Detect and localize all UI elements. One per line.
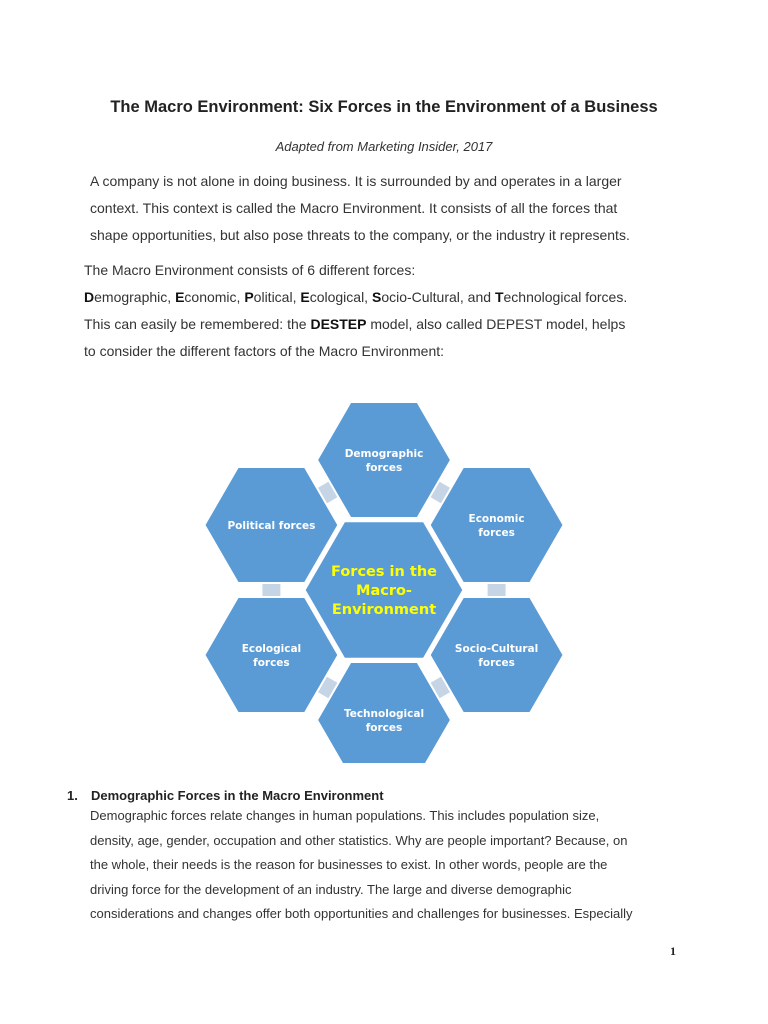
acronym-rest: olitical, bbox=[253, 289, 301, 305]
hex-economic-label: Economic bbox=[468, 512, 525, 525]
acronym-letter: T bbox=[494, 289, 504, 305]
acronym-rest: cological, bbox=[309, 289, 372, 305]
hex-economic-label: forces bbox=[478, 526, 515, 539]
section-paragraph bbox=[90, 804, 690, 927]
acronym-rest: emographic, bbox=[94, 289, 176, 305]
page-number: 1 bbox=[670, 944, 676, 958]
intro-line: context. This context is called the Macro Environment. It consists of all the forces that bbox=[90, 200, 618, 216]
forces-line: The Macro Environment consists of 6 different forces: bbox=[84, 262, 416, 278]
acronym-rest: conomic, bbox=[184, 289, 245, 305]
hex-socio-cultural-label: forces bbox=[478, 656, 515, 669]
forces-hexagon-diagram bbox=[195, 383, 575, 763]
section-line: density, age, gender, occupation and other statistics. Why are people important? Because, on bbox=[90, 832, 628, 848]
intro-paragraph bbox=[90, 168, 690, 249]
acronym-letter: D bbox=[84, 289, 95, 305]
intro-line: A company is not alone in doing business. It is surrounded by and operates in a larger bbox=[90, 173, 622, 189]
text-run: model, also called DEPEST model, helps bbox=[366, 316, 626, 332]
hex-demographic bbox=[317, 402, 451, 518]
hex-socio-cultural-label: Socio-Cultural bbox=[454, 642, 539, 655]
hex-ecological-label: forces bbox=[253, 656, 290, 669]
forces-line bbox=[84, 311, 704, 338]
section-line: considerations and changes offer both opportunities and challenges for businesses. Especially bbox=[90, 906, 633, 921]
text-run: This can easily be remembered: the bbox=[84, 316, 311, 332]
forces-line: to consider the different factors of the Macro Environment: bbox=[84, 343, 445, 359]
acronym-letter: S bbox=[371, 289, 382, 305]
hex-demographic-label: Demographic bbox=[344, 447, 424, 460]
section-line: the whole, their needs is the reason for businesses to exist. In other words, people are the bbox=[90, 857, 608, 872]
hex-ecological-label: Ecological bbox=[241, 642, 302, 655]
hex-technological-label: forces bbox=[365, 721, 403, 734]
section-title: Demographic Forces in the Macro Environment bbox=[91, 788, 384, 803]
acronym-rest: ocio-Cultural, and bbox=[381, 289, 495, 305]
intro-line: shape opportunities, but also pose threats to the company, or the industry it represents. bbox=[90, 227, 630, 243]
forces-paragraph bbox=[84, 257, 704, 365]
document-title: The Macro Environment: Six Forces in the Environment of a Business bbox=[110, 98, 658, 116]
document-subtitle: Adapted from Marketing Insider, 2017 bbox=[275, 139, 493, 154]
hex-technological bbox=[317, 662, 451, 763]
hex-political-label: Political forces bbox=[227, 519, 316, 532]
acronym-letter: E bbox=[300, 289, 310, 305]
section-heading bbox=[67, 788, 384, 803]
acronym-letter: P bbox=[244, 289, 254, 305]
section-line: Demographic forces relate changes in human populations. This includes population size, bbox=[90, 808, 600, 823]
forces-acronym-line bbox=[84, 284, 704, 311]
acronym-letter: E bbox=[175, 289, 185, 305]
hex-demographic-label: forces bbox=[365, 461, 403, 474]
section-number: 1. bbox=[67, 788, 78, 803]
hex-center-label: Macro- bbox=[356, 583, 412, 600]
hex-technological-label: Technological bbox=[343, 707, 425, 720]
acronym-rest: echnological forces. bbox=[503, 289, 628, 305]
hex-center-label: Forces in the bbox=[331, 564, 437, 581]
hex-demographic-shape bbox=[317, 402, 451, 518]
section-line: driving force for the development of an industry. The large and diverse demographic bbox=[90, 881, 572, 897]
destep-term: DESTEP bbox=[310, 316, 367, 332]
hex-center-label: Environment bbox=[331, 602, 437, 619]
